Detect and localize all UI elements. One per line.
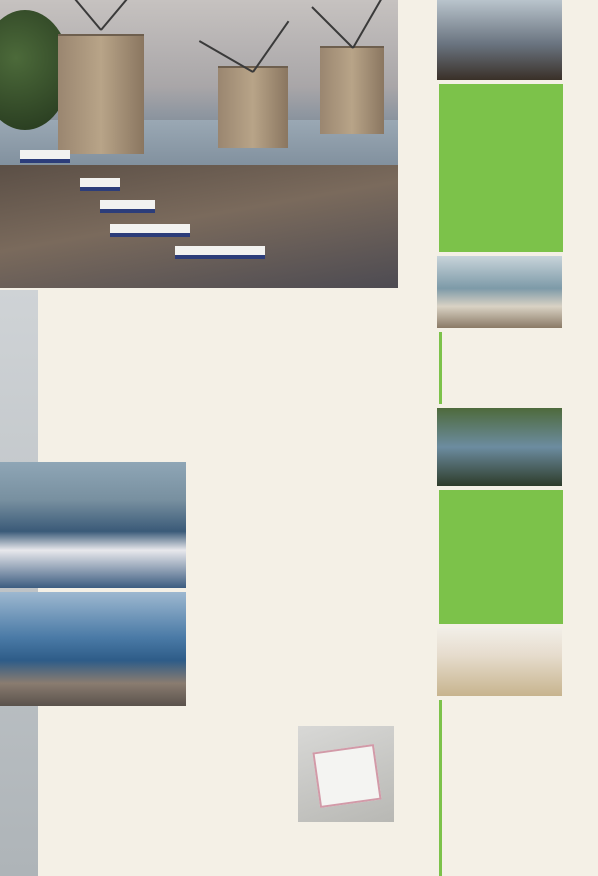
- camera-body: [312, 744, 381, 808]
- windmill-blade: [352, 0, 383, 48]
- cafe-table: [110, 224, 190, 237]
- windmill: [218, 66, 288, 148]
- article-body-top: [52, 330, 390, 454]
- chapel-coast-photo: [0, 592, 186, 706]
- windmill-blade: [100, 0, 140, 31]
- cafe-table: [20, 150, 70, 163]
- sidebar-title-wrap: [404, 46, 440, 346]
- camera-article-body: [46, 742, 292, 872]
- sidebar-box-1: [439, 84, 563, 252]
- tantuni-photo: [437, 628, 562, 696]
- windmill-blade: [252, 21, 289, 73]
- windmill-blade: [311, 6, 353, 48]
- windmill: [320, 46, 384, 134]
- cafe-table: [175, 246, 265, 259]
- harbor-quay: [0, 165, 398, 288]
- sidebar-box-4: [439, 700, 563, 876]
- sidebar-title: [404, 54, 440, 354]
- article-body-bottom: [194, 454, 390, 708]
- windmill: [58, 34, 144, 154]
- fishing-boats-photo: [0, 462, 186, 588]
- sidebar-box-3: [439, 490, 563, 624]
- island-photo: [437, 408, 562, 486]
- cafe-table: [80, 178, 120, 191]
- cafe-table: [100, 200, 155, 213]
- sidebar-box-2: [439, 332, 563, 404]
- windmill-blade: [62, 0, 102, 31]
- camera-product-photo: [298, 726, 394, 822]
- windmills-harbor-photo: [0, 0, 398, 288]
- restaurant-photo: [437, 0, 562, 80]
- beach-photo: [437, 256, 562, 328]
